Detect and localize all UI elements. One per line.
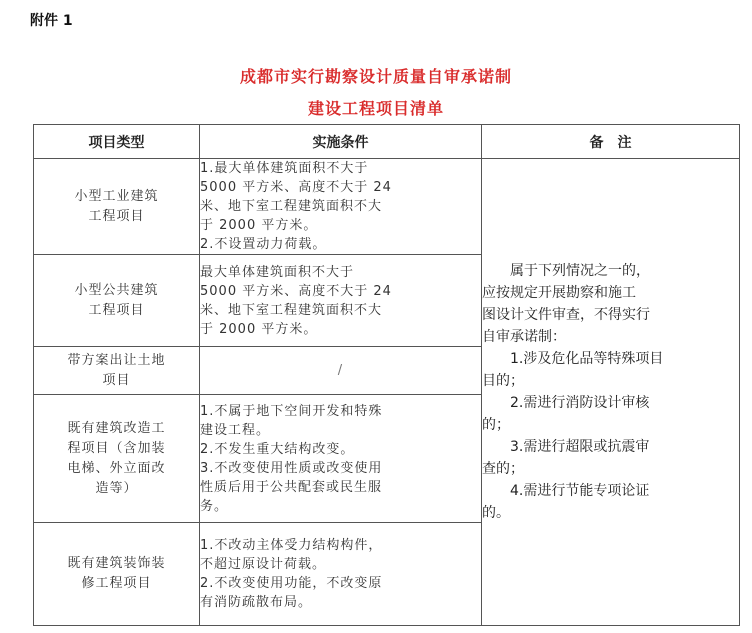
document-title: 成都市实行勘察设计质量自审承诺制 — [239, 67, 512, 86]
table-header-row — [34, 125, 740, 159]
project-type-cell: 小型公共建筑 工程项目 — [34, 255, 200, 347]
document-subtitle: 建设工程项目清单 — [307, 99, 444, 118]
project-list-table — [33, 124, 740, 626]
project-type-cell: 小型工业建筑 工程项目 — [34, 159, 200, 255]
project-type-cell: 既有建筑装饰装 修工程项目 — [34, 523, 200, 626]
table-row — [34, 159, 740, 255]
attachment-label: 附件 1 — [30, 13, 73, 29]
note-cell: 属于下列情况之一的， 应按规定开展勘察和施工 图设计文件审查，不得实行 自审承诺制： 1.涉及危化品等特殊项目 目的； 2.需进行消防设计审核 的； 3.需进行超限或抗震审 查的； 4.需进行节能专项论证 的。 — [482, 159, 740, 626]
condition-cell: 1.最大单体建筑面积不大于 5000 平方米、高度不大于 24 米、地下室工程建筑面积不大 于 2000 平方米。 2.不设置动力荷载。 — [200, 159, 482, 255]
condition-cell: 最大单体建筑面积不大于 5000 平方米、高度不大于 24 米、地下室工程建筑面积不大 于 2000 平方米。 — [200, 255, 482, 347]
condition-cell: 1.不改动主体受力结构构件， 不超过原设计荷载。 2.不改变使用功能，不改变原 有消防疏散布局。 — [200, 523, 482, 626]
column-header-condition: 实施条件 — [200, 125, 482, 159]
project-type-cell: 既有建筑改造工 程项目（含加装 电梯、外立面改 造等） — [34, 395, 200, 523]
condition-cell: / — [200, 347, 482, 395]
project-type-cell: 带方案出让土地 项目 — [34, 347, 200, 395]
column-header-note: 备 注 — [482, 125, 740, 159]
column-header-project-type: 项目类型 — [34, 125, 200, 159]
condition-cell: 1.不属于地下空间开发和特殊 建设工程。 2.不发生重大结构改变。 3.不改变使用性质或改变使用 性质后用于公共配套或民生服 务。 — [200, 395, 482, 523]
